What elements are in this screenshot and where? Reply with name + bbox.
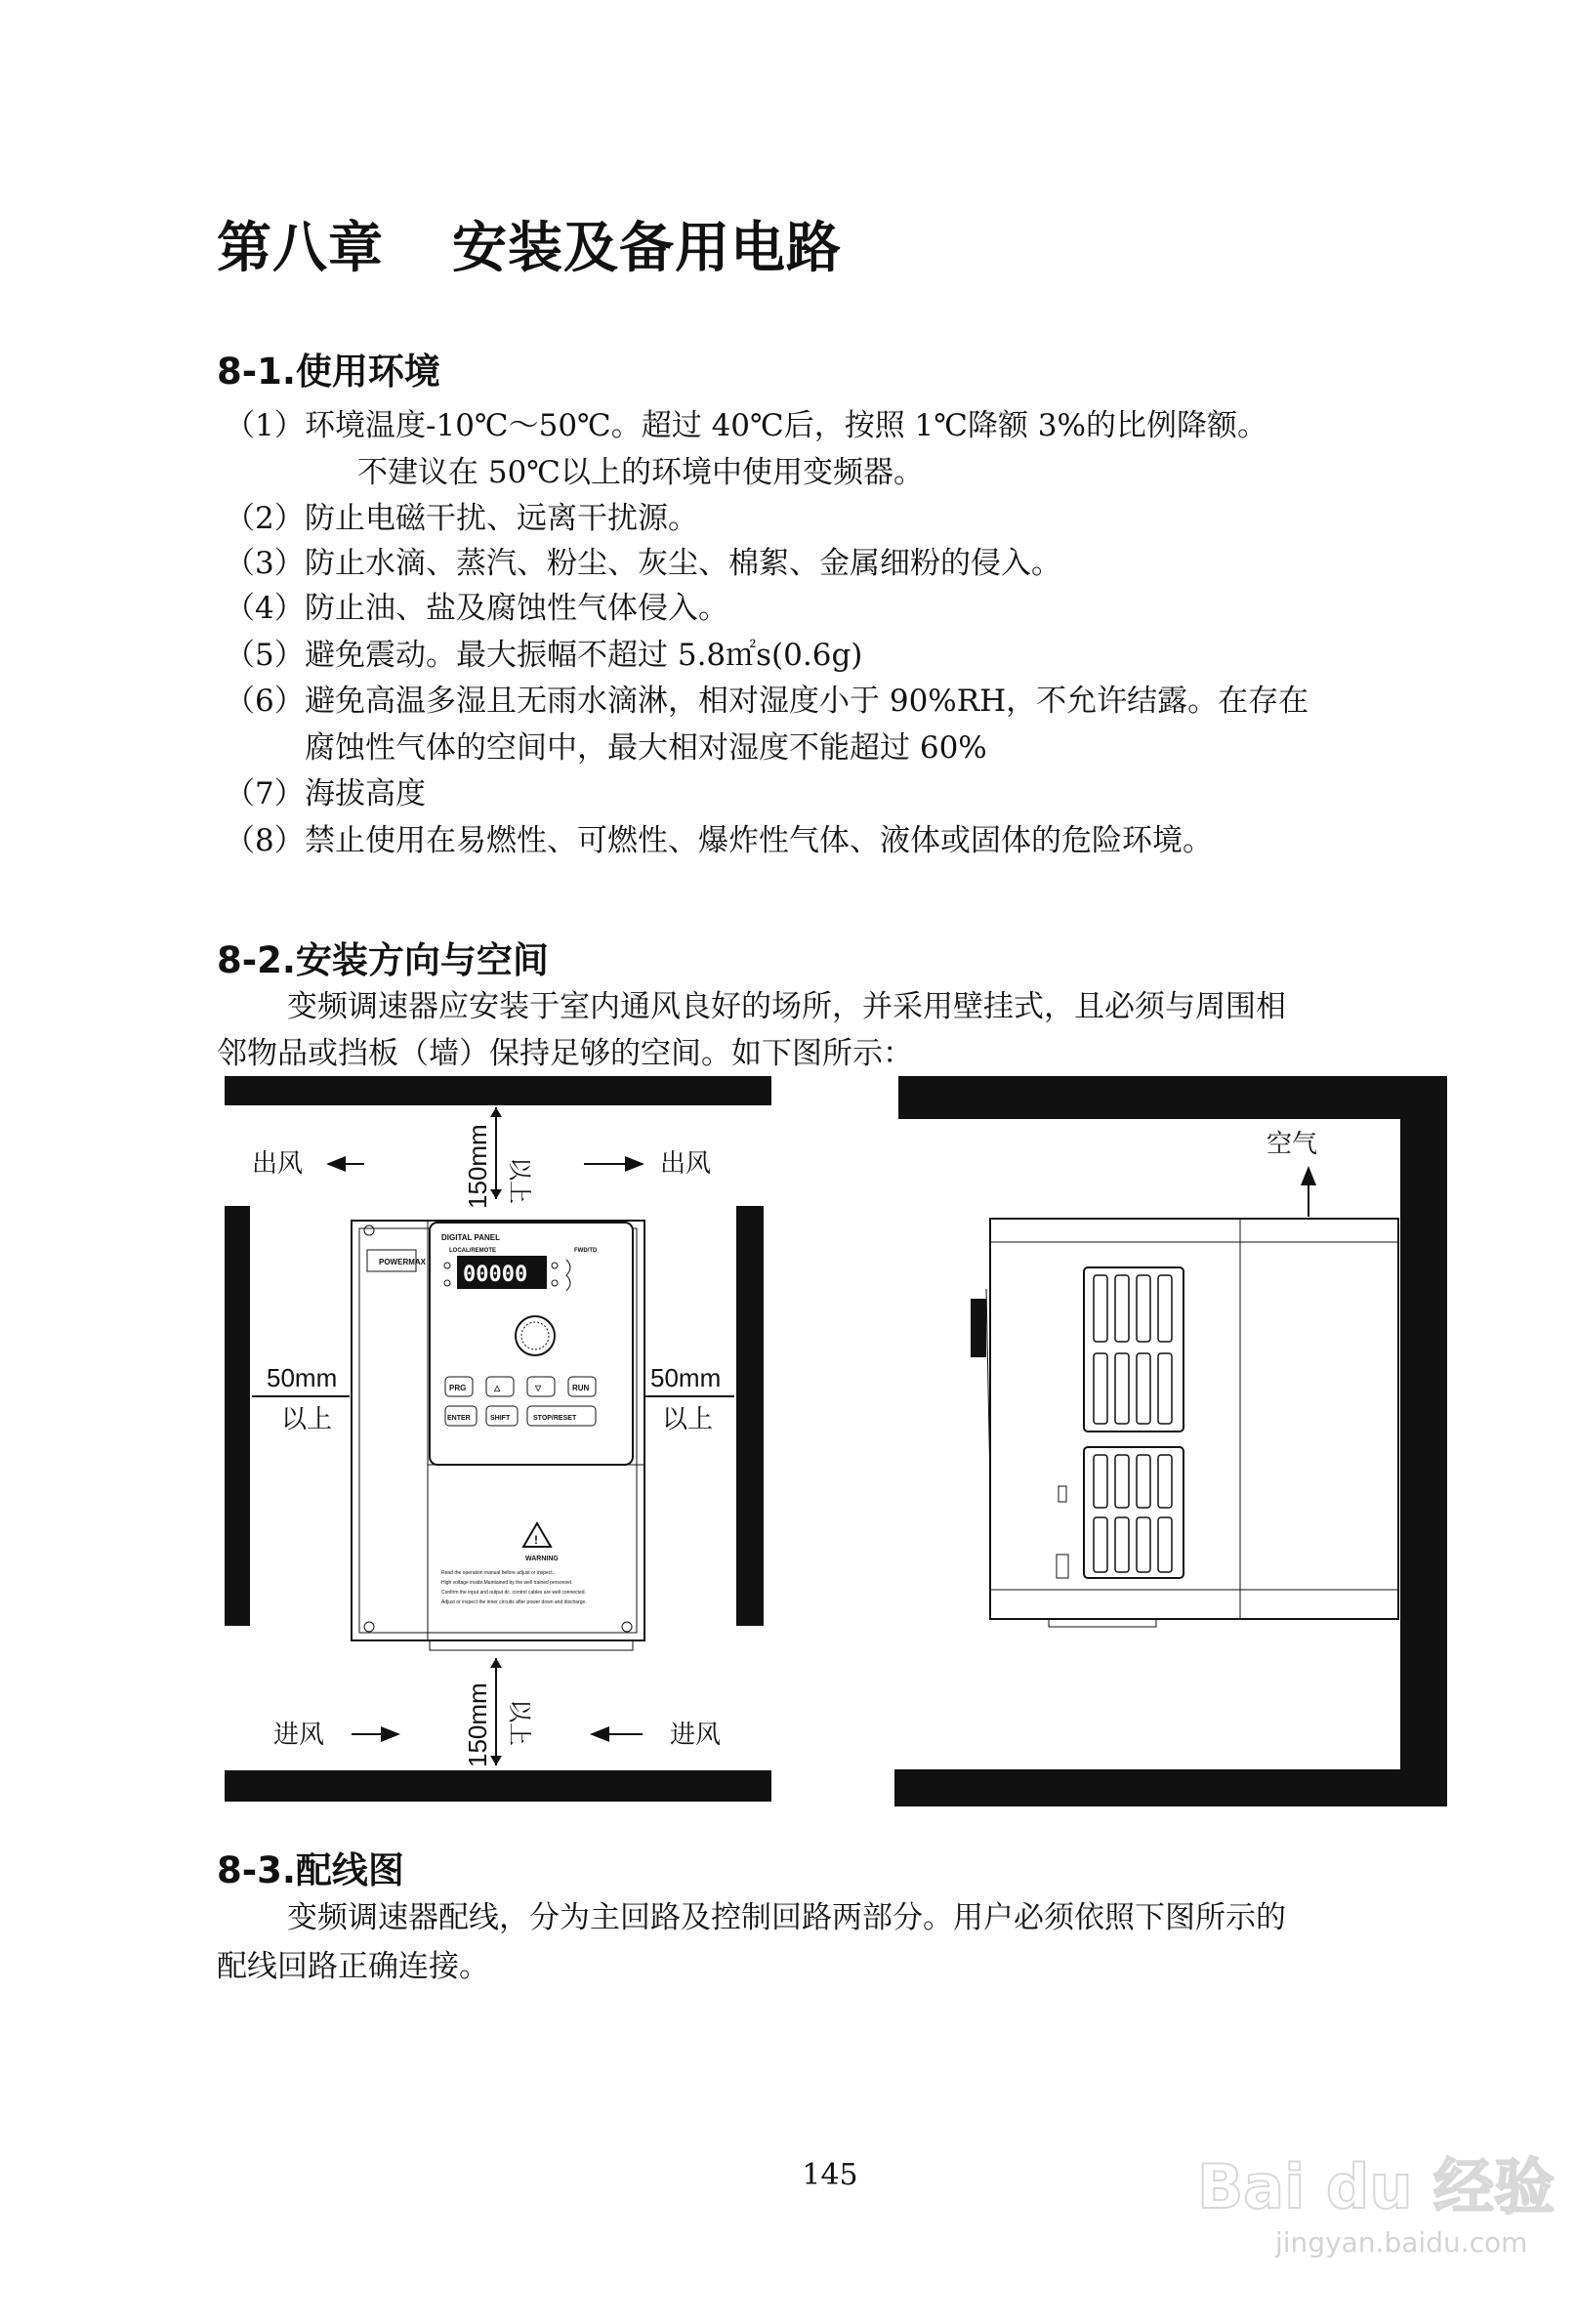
svg-text:Read the operation manual befo: Read the operation manual before adjust or inspect.	[441, 1570, 555, 1576]
wiring-paragraph-line: 配线回路正确连接。	[217, 1949, 489, 1984]
outlet-right-label: 出风	[660, 1149, 712, 1179]
env-item: （1）环境温度-10℃～50℃。超过 40℃后，按照 1℃降额 3%的比例降额。	[225, 408, 1267, 443]
watermark-logo: Bai du 经验	[1197, 2151, 1556, 2222]
warning-title: WARNING	[525, 1556, 559, 1562]
svg-text:ENTER: ENTER	[447, 1415, 471, 1422]
env-item: （5）避免震动。最大振幅不超过 5.8㎡s(0.6g)	[225, 638, 863, 673]
watermark-url: jingyan.baidu.com	[1275, 2226, 1528, 2259]
left-clearance-label: 50mm	[267, 1363, 338, 1392]
ceiling-wall	[898, 1076, 1447, 1119]
top-clearance-note: 以上	[506, 1157, 533, 1204]
svg-text:RUN: RUN	[572, 1384, 590, 1392]
section-heading-8-1: 8-1.使用环境	[217, 351, 440, 393]
left-clearance-note: 以上	[281, 1405, 333, 1434]
inverter-front-view	[352, 1221, 644, 1650]
svg-text:SHIFT: SHIFT	[490, 1415, 511, 1422]
chapter-number: 第八章	[217, 217, 384, 280]
svg-text:▽: ▽	[535, 1384, 542, 1392]
wiring-paragraph-line: 变频调速器配线，分为主回路及控制回路两部分。用户必须依照下图所示的	[287, 1900, 1286, 1935]
chapter-title	[217, 205, 842, 283]
env-item: （6）避免高温多湿且无雨水滴淋，相对湿度小于 90%RH，不允许结露。在存在	[225, 684, 1309, 719]
svg-text:LOCAL/REMOTE: LOCAL/REMOTE	[449, 1248, 496, 1254]
install-paragraph-line: 邻物品或挡板（墙）保持足够的空间。如下图所示：	[217, 1036, 913, 1071]
bottom-clearance-note: 以上	[506, 1699, 533, 1746]
section-heading-8-2: 8-2.安装方向与空间	[217, 939, 549, 981]
side-clearance-diagram	[893, 1074, 1453, 1811]
inverter-side-view	[971, 1219, 1398, 1627]
top-wall	[225, 1076, 771, 1105]
right-clearance-label: 50mm	[650, 1363, 722, 1392]
panel-title: DIGITAL PANEL	[441, 1233, 500, 1242]
svg-text:PRG: PRG	[449, 1384, 467, 1392]
outlet-left-label: 出风	[252, 1149, 304, 1179]
brand-logo: POWERMAX	[379, 1258, 426, 1266]
env-item: （7）海拔高度	[225, 776, 426, 811]
svg-text:Confirm the input and output d: Confirm the input and output dc. control cables are well connected.	[441, 1590, 586, 1596]
air-label: 空气	[1267, 1130, 1318, 1159]
chapter-name: 安装及备用电路	[452, 217, 842, 280]
svg-text:△: △	[494, 1384, 501, 1392]
env-item: （4）防止油、盐及腐蚀性气体侵入。	[225, 591, 728, 626]
left-wall	[225, 1206, 250, 1626]
env-item-continuation: 腐蚀性气体的空间中，最大相对湿度不能超过 60%	[305, 730, 987, 766]
install-paragraph-line: 变频调速器应安装于室内通风良好的场所，并采用壁挂式，且必须与周围相	[287, 989, 1286, 1024]
right-clearance-note: 以上	[662, 1405, 714, 1434]
env-item: （3）防止水滴、蒸汽、粉尘、灰尘、棉絮、金属细粉的侵入。	[225, 546, 1061, 581]
inlet-left-label: 进风	[273, 1721, 325, 1750]
right-wall	[736, 1206, 764, 1626]
inlet-right-label: 进风	[670, 1721, 722, 1750]
bottom-clearance-label: 150mm	[463, 1682, 492, 1767]
svg-text:!: !	[534, 1533, 538, 1547]
back-wall	[1400, 1076, 1447, 1771]
section-heading-8-3: 8-3.配线图	[217, 1849, 404, 1891]
svg-text:Adjust or inspect the inner ci: Adjust or inspect the inner circuits after power down and discharge.	[441, 1599, 587, 1605]
env-item-continuation: 不建议在 50℃以上的环境中使用变频器。	[357, 455, 924, 490]
env-item: （8）禁止使用在易燃性、可燃性、爆炸性气体、液体或固体的危险环境。	[225, 823, 1213, 858]
top-clearance-label: 150mm	[463, 1124, 492, 1209]
page-number: 145	[802, 2158, 858, 2192]
bottom-wall	[225, 1770, 771, 1802]
env-item: （2）防止电磁干扰、远离干扰源。	[225, 501, 698, 536]
baidu-watermark	[1187, 2119, 1558, 2304]
front-clearance-diagram	[223, 1074, 775, 1811]
floor-wall	[894, 1769, 1447, 1806]
svg-text:00000: 00000	[463, 1263, 528, 1287]
svg-text:STOP/RESET: STOP/RESET	[533, 1415, 577, 1422]
svg-text:High voltage inside.Maintained: High voltage inside.Maintained by the well trained personnel.	[441, 1580, 573, 1586]
svg-text:FWD/TD: FWD/TD	[574, 1248, 598, 1254]
knob-side	[971, 1299, 986, 1357]
